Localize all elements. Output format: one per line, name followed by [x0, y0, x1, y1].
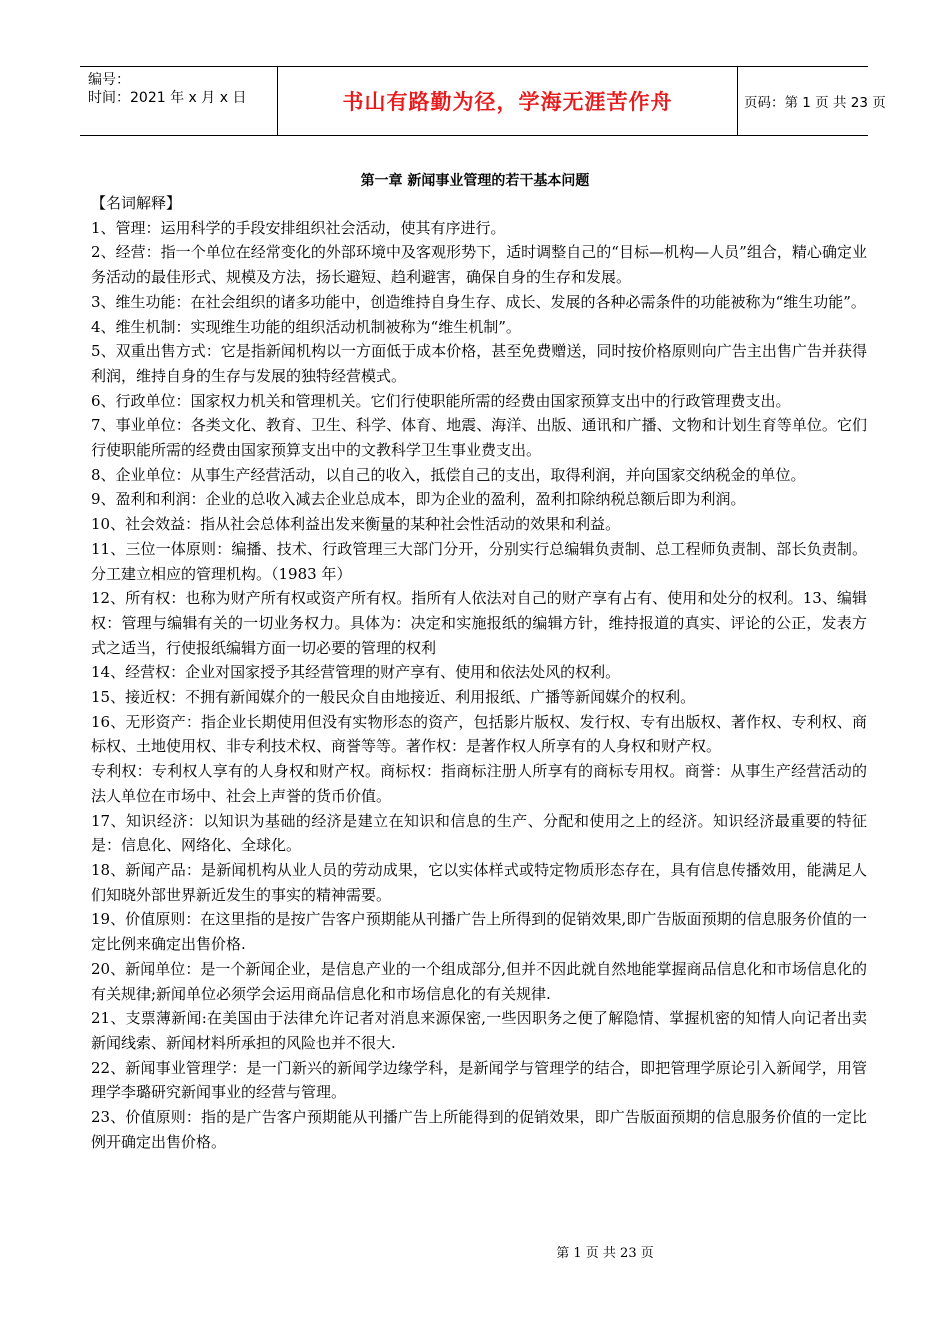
paragraph: 专利权：专利权人享有的人身权和财产权。商标权：指商标注册人所享有的商标专用权。商誉：从事生产经营活动的法人单位在市场中、社会上声誉的货币价值。 — [91, 762, 867, 805]
paragraph: 21、支票薄新闻:在美国由于法律允许记者对消息来源保密,一些因职务之便了解隐情、掌握机密的知情人向记者出卖新闻线索、新闻材料所承担的风险也并不很大. — [91, 1009, 867, 1052]
paragraph: 8、企业单位：从事生产经营活动，以自己的收入，抵偿自己的支出，取得利润，并向国家交纳税金的单位。 — [91, 465, 806, 484]
paragraph: 14、经营权：企业对国家授予其经营管理的财产享有、使用和依法处风的权利。 — [91, 663, 621, 682]
paragraph: 22、新闻事业管理学：是一门新兴的新闻学边缘学科，是新闻学与管理学的结合，即把管理学原论引入新闻学，用管理学李璐研究新闻事业的经营与管理。 — [91, 1058, 867, 1102]
paragraph: 1、管理：运用科学的手段安排组织社会活动，使其有序进行。 — [91, 218, 506, 237]
header-page-cell — [738, 67, 886, 135]
paragraph: 12、所有权：也称为财产所有权或资产所有权。指所有人依法对自己的财产享有占有、使用和处分的权利。13、编辑权：管理与编辑有关的一切业务权力。具体为：决定和实施报纸的编辑方针，维持报道的真实、评论的公正，发表方式之适当，行使报纸编辑方面一切必要的管理的权利 — [91, 589, 867, 657]
header-table — [80, 66, 886, 136]
number-label: 编号： — [88, 72, 130, 88]
chapter-title: 第一章 新闻事业管理的若干基本问题 — [360, 173, 590, 189]
paragraph: 5、双重出售方式：它是指新闻机构以一方面低于成本价格，甚至免费赠送，同时按价格原则向广告主出售广告并获得利润，维持自身的生存与发展的独特经营模式。 — [91, 342, 867, 385]
paragraph: 7、事业单位：各类文化、教育、卫生、科学、体育、地震、海洋、出版、通讯和广播、文物和计划生育等单位。它们行使职能所需的经费由国家预算支出中的文教科学卫生事业费支出。 — [91, 416, 867, 460]
header-motto-cell — [278, 67, 738, 135]
paragraph: 19、价值原则：在这里指的是按广告客户预期能从刊播广告上所得到的促销效果,即广告版面预期的信息服务价值的一定比例来确定出售价格. — [91, 910, 867, 954]
paragraph: 17、知识经济：以知识为基础的经济是建立在知识和信息的生产、分配和使用之上的经济。知识经济最重要的特征是：信息化、网络化、全球化。 — [91, 811, 867, 855]
paragraph: 2、经营：指一个单位在经常变化的外部环境中及客观形势下，适时调整自己的“目标—机构—人员”组合，精心确定业务活动的最佳形式、规模及方法，扬长避短、趋利避害，确保自身的生存和发展。 — [91, 243, 867, 287]
paragraph: 23、价值原则：指的是广告客户预期能从刊播广告上所能得到的促销效果，即广告版面预期的信息服务价值的一定比例开确定出售价格。 — [91, 1108, 867, 1151]
paragraph: 6、行政单位：国家权力机关和管理机关。它们行使职能所需的经费由国家预算支出中的行政管理费支出。 — [91, 391, 791, 410]
paragraph: 16、无形资产：指企业长期使用但没有实物形态的资产，包括影片版权、发行权、专有出版权、著作权、专利权、商标权、土地使用权、非专利技术权、商誉等等。著作权：是著作权人所享有的人身权和财产权。 — [91, 712, 867, 756]
paragraph: 10、社会效益：指从社会总体利益出发来衡量的某种社会性活动的效果和利益。 — [91, 515, 621, 534]
paragraph: 3、维生功能：在社会组织的诸多功能中，创造维持自身生存、成长、发展的各种必需条件的功能被称为“维生功能”。 — [91, 292, 866, 311]
motto-text: 书山有路勤为径，学海无涯苦作舟 — [342, 90, 673, 114]
time-label: 时间：2021 年 x 月 x 日 — [88, 90, 247, 106]
paragraph: 15、接近权：不拥有新闻媒介的一般民众自由地接近、利用报纸、广播等新闻媒介的权利。 — [91, 688, 696, 707]
section-heading: 【名词解释】 — [91, 194, 182, 212]
paragraph: 18、新闻产品：是新闻机构从业人员的劳动成果，它以实体样式或特定物质形态存在，具有信息传播效用，能满足人们知晓外部世界新近发生的事实的精神需要。 — [91, 860, 867, 904]
header-meta-cell — [80, 67, 278, 135]
page-footer: 第 1 页 共 23 页 — [556, 1246, 654, 1261]
page-info: 页码：第 1 页 共 23 页 — [744, 95, 886, 111]
paragraph: 4、维生机制：实现维生功能的组织活动机制被称为“维生机制”。 — [91, 317, 521, 336]
body-text — [91, 191, 867, 1154]
paragraph: 9、盈利和利润：企业的总收入减去企业总成本，即为企业的盈利，盈利扣除纳税总额后即为利润。 — [91, 490, 746, 509]
paragraph: 11、三位一体原则：编播、技术、行政管理三大部门分开，分别实行总编辑负责制、总工程师负责制、部长负责制。分工建立相应的管理机构。（1983 年） — [91, 539, 867, 583]
paragraph: 20、新闻单位：是一个新闻企业，是信息产业的一个组成部分,但并不因此就自然地能掌握商品信息化和市场信息化的有关规律;新闻单位必须学会运用商品信息化和市场信息化的有关规律. — [91, 959, 867, 1003]
